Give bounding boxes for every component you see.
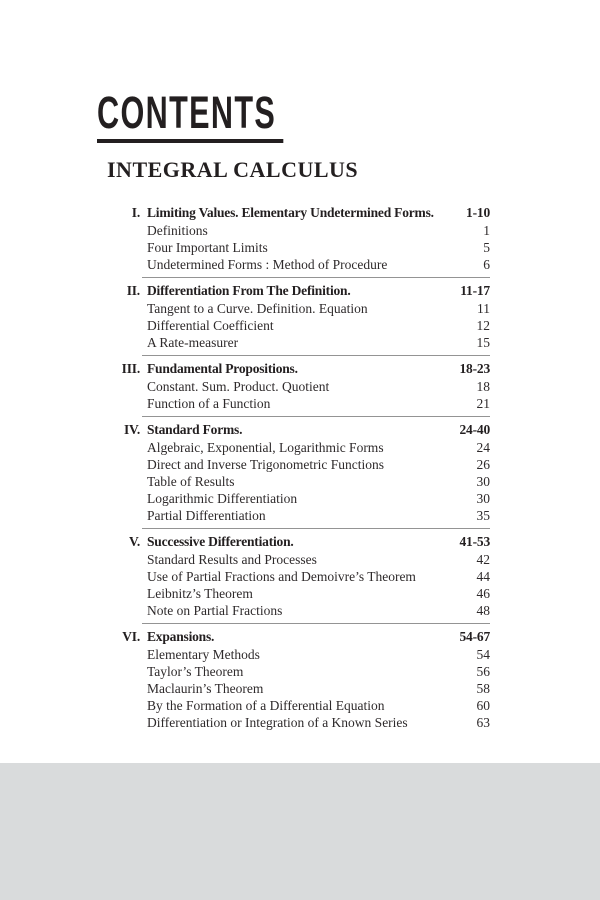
item-page: 58 <box>476 681 490 696</box>
item-title: Definitions <box>147 223 208 238</box>
section-numeral: V. <box>129 534 140 549</box>
section-row <box>97 282 490 300</box>
item-title: Leibnitz’s Theorem <box>147 586 253 601</box>
item-page: 63 <box>476 715 490 730</box>
item-title: Maclaurin’s Theorem <box>147 681 264 696</box>
section-numeral: IV. <box>123 422 140 437</box>
toc-item <box>97 300 490 317</box>
subject-title: INTEGRAL CALCULUS <box>107 157 359 182</box>
toc-section <box>97 529 490 624</box>
item-title: Use of Partial Fractions and Demoivre’s Theorem <box>147 569 416 584</box>
section-row <box>97 533 490 551</box>
toc-section <box>97 417 490 529</box>
toc-item <box>97 317 490 334</box>
toc-item <box>97 439 490 456</box>
item-page: 5 <box>483 240 490 255</box>
section-row <box>97 360 490 378</box>
toc-item <box>97 334 490 351</box>
toc-item <box>97 507 490 524</box>
item-page: 60 <box>476 698 490 713</box>
item-page: 18 <box>476 379 490 394</box>
item-page: 15 <box>476 335 490 350</box>
toc-item <box>97 680 490 697</box>
toc-section <box>97 278 490 356</box>
toc-list <box>97 200 490 731</box>
item-title: A Rate-measurer <box>147 335 239 350</box>
section-items <box>97 551 490 619</box>
item-page: 12 <box>476 318 490 333</box>
section-items <box>97 439 490 524</box>
toc-item <box>97 473 490 490</box>
section-numeral: I. <box>131 205 140 220</box>
section-row <box>97 204 490 222</box>
item-title: By the Formation of a Differential Equation <box>147 698 385 713</box>
item-page: 30 <box>476 474 490 489</box>
item-title: Table of Results <box>147 474 235 489</box>
section-items <box>97 646 490 731</box>
item-page: 44 <box>476 569 490 584</box>
section-pages: 24-40 <box>459 422 490 437</box>
contents-title: CONTENTS <box>97 90 283 143</box>
toc-item <box>97 714 490 731</box>
toc-item <box>97 378 490 395</box>
item-page: 11 <box>477 301 490 316</box>
toc-item <box>97 256 490 273</box>
section-title: Fundamental Propositions. <box>147 361 298 376</box>
section-items <box>97 300 490 351</box>
section-pages: 11-17 <box>460 283 490 298</box>
section-row <box>97 628 490 646</box>
section-title: Differentiation From The Definition. <box>147 283 351 298</box>
section-items <box>97 378 490 412</box>
section-title: Expansions. <box>147 629 215 644</box>
toc-item <box>97 602 490 619</box>
section-row <box>97 421 490 439</box>
item-title: Undetermined Forms : Method of Procedure <box>147 257 388 272</box>
item-title: Tangent to a Curve. Definition. Equation <box>147 301 368 316</box>
item-title: Function of a Function <box>147 396 271 411</box>
section-pages: 18-23 <box>459 361 490 376</box>
toc-item <box>97 239 490 256</box>
toc-section <box>97 200 490 278</box>
toc-item <box>97 646 490 663</box>
toc-section <box>97 624 490 731</box>
toc-item <box>97 456 490 473</box>
section-items <box>97 222 490 273</box>
item-page: 30 <box>476 491 490 506</box>
toc-item <box>97 222 490 239</box>
item-page: 56 <box>476 664 490 679</box>
section-pages: 41-53 <box>459 534 490 549</box>
toc-item <box>97 697 490 714</box>
item-title: Four Important Limits <box>147 240 268 255</box>
item-title: Differentiation or Integration of a Known Series <box>147 715 408 730</box>
toc-item <box>97 395 490 412</box>
toc-item <box>97 585 490 602</box>
item-title: Taylor’s Theorem <box>147 664 244 679</box>
item-page: 26 <box>476 457 490 472</box>
toc-item <box>97 551 490 568</box>
section-pages: 1-10 <box>466 205 490 220</box>
toc-item <box>97 663 490 680</box>
item-page: 21 <box>476 396 490 411</box>
item-page: 46 <box>476 586 490 601</box>
page-bottom-margin <box>0 763 600 900</box>
toc-section <box>97 356 490 417</box>
toc-item <box>97 490 490 507</box>
item-title: Constant. Sum. Product. Quotient <box>147 379 330 394</box>
item-title: Partial Differentiation <box>147 508 266 523</box>
section-title: Limiting Values. Elementary Undetermined Forms. <box>147 205 434 220</box>
toc-item <box>97 568 490 585</box>
item-title: Differential Coefficient <box>147 318 274 333</box>
item-title: Logarithmic Differentiation <box>147 491 298 506</box>
section-pages: 54-67 <box>459 629 490 644</box>
item-title: Direct and Inverse Trigonometric Functions <box>147 457 384 472</box>
item-page: 1 <box>483 223 490 238</box>
item-title: Algebraic, Exponential, Logarithmic Forms <box>147 440 384 455</box>
section-numeral: III. <box>121 361 140 376</box>
section-numeral: VI. <box>122 629 140 644</box>
section-title: Successive Differentiation. <box>147 534 294 549</box>
item-page: 6 <box>483 257 490 272</box>
item-title: Note on Partial Fractions <box>147 603 283 618</box>
section-title: Standard Forms. <box>147 422 243 437</box>
item-page: 48 <box>476 603 490 618</box>
section-numeral: II. <box>126 283 140 298</box>
item-page: 42 <box>476 552 490 567</box>
item-page: 35 <box>476 508 490 523</box>
item-page: 24 <box>476 440 490 455</box>
item-page: 54 <box>476 647 490 662</box>
item-title: Elementary Methods <box>147 647 260 662</box>
item-title: Standard Results and Processes <box>147 552 317 567</box>
